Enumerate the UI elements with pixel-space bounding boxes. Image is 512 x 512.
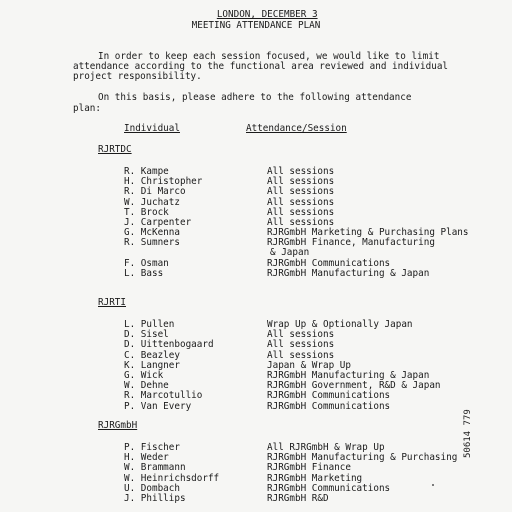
attendance-session: RJRGmbH Finance: [267, 462, 351, 474]
intro-line-1: In order to keep each session focused, we would like to limit: [98, 51, 440, 62]
attendance-session: RJRGmbH Manufacturing & Japan: [267, 268, 430, 279]
column-header-individual: Individual: [124, 123, 180, 134]
attendee-name: H. Weder: [124, 452, 169, 464]
intro-line-2: attendance according to the functional area reviewed and individual: [73, 61, 449, 72]
attendee-name: D. Sisel: [124, 329, 169, 341]
section-heading: RJRTDC: [98, 144, 132, 155]
section-heading: RJRTI: [98, 297, 126, 308]
attendance-session: All sessions: [267, 196, 335, 208]
attendee-name: D. Uittenbogaard: [124, 339, 214, 351]
attendance-session: RJRGmbH Communications: [267, 482, 391, 494]
intro-line-5: plan:: [73, 103, 101, 114]
attendance-session: RJRGmbH Communications: [267, 400, 391, 412]
attendance-session: All sessions: [267, 217, 335, 228]
column-header-attendance: Attendance/Session: [246, 123, 347, 134]
document-title: MEETING ATTENDANCE PLAN: [191, 20, 321, 31]
attendee-name: G. Wick: [124, 370, 164, 381]
attendee-name: K. Langner: [124, 359, 180, 371]
attendance-session: RJRGmbH Marketing & Purchasing Plans: [267, 227, 469, 239]
attendance-session: Japan & Wrap Up: [267, 359, 351, 371]
attendance-session: All sessions: [267, 329, 335, 341]
attendee-name: J. Phillips: [124, 493, 186, 504]
attendee-name: P. Van Every: [124, 400, 192, 412]
speck-mark: [432, 484, 434, 486]
attendance-session: RJRGmbH Finance, Manufacturing: [267, 237, 435, 249]
attendee-name: W. Dehne: [124, 380, 169, 392]
location-date-text: LONDON, DECEMBER 3: [216, 9, 318, 20]
attendance-session: All sessions: [267, 186, 335, 198]
attendance-session: All sessions: [267, 349, 335, 361]
attendee-name: T. Brock: [124, 206, 169, 218]
intro-line-4: On this basis, please adhere to the following attendance: [98, 92, 412, 103]
attendance-session: All sessions: [267, 176, 335, 188]
attendance-session: RJRGmbH Manufacturing & Japan: [267, 370, 430, 381]
attendee-name: W. Juchatz: [124, 196, 180, 208]
attendance-session: All sessions: [267, 206, 335, 218]
attendee-name: P. Fischer: [124, 442, 180, 453]
side-code: 50614 779: [463, 409, 473, 458]
attendance-session: RJRGmbH R&D: [267, 493, 329, 504]
attendee-name: G. McKenna: [124, 227, 180, 239]
intro-line-3: project responsibility.: [73, 71, 202, 82]
attendee-name: R. Sumners: [124, 237, 180, 249]
attendee-name: R. Marcotullio: [124, 390, 203, 402]
attendee-name: R. Di Marco: [124, 186, 186, 198]
attendance-session: RJRGmbH Communications: [267, 390, 391, 402]
attendance-session: All RJRGmbH & Wrap Up: [267, 442, 385, 453]
attendance-session: & Japan: [270, 247, 310, 259]
attendee-name: J. Carpenter: [124, 217, 192, 228]
attendance-session: RJRGmbH Manufacturing & Purchasing: [267, 452, 458, 464]
attendee-name: R. Kampe: [124, 166, 169, 177]
attendee-name: L. Pullen: [124, 319, 175, 330]
section-heading: RJRGmbH: [98, 420, 138, 431]
attendance-session: RJRGmbH Marketing: [267, 472, 363, 484]
attendance-session: All sessions: [267, 166, 335, 177]
attendee-name: H. Christopher: [124, 176, 203, 188]
attendee-name: U. Dombach: [124, 482, 180, 494]
attendance-session: Wrap Up & Optionally Japan: [267, 319, 413, 330]
attendee-name: F. Osman: [124, 257, 169, 269]
attendee-name: W. Brammann: [124, 462, 186, 474]
attendance-session: All sessions: [267, 339, 335, 351]
attendance-session: RJRGmbH Communications: [267, 257, 391, 269]
attendee-name: W. Heinrichsdorff: [124, 472, 220, 484]
attendance-session: RJRGmbH Government, R&D & Japan: [267, 380, 441, 392]
attendee-name: L. Bass: [124, 268, 164, 279]
attendee-name: C. Beazley: [124, 349, 180, 361]
